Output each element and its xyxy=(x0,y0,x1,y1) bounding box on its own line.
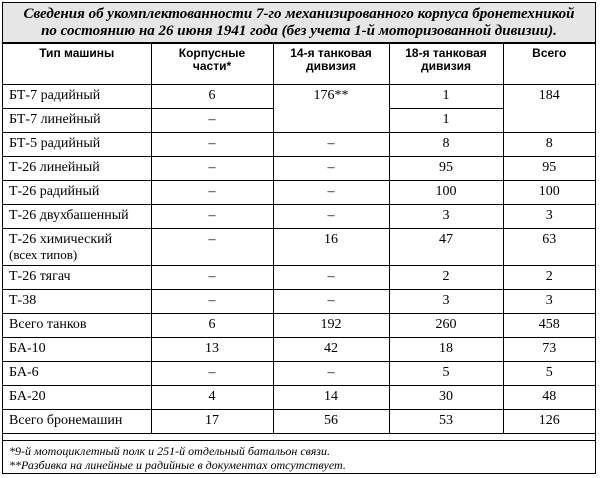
row-corps: – xyxy=(151,181,273,205)
row-div18: 47 xyxy=(389,229,503,266)
table-row xyxy=(3,229,595,266)
row-total: 73 xyxy=(503,338,595,362)
row-div18: 53 xyxy=(389,410,503,434)
footnote-1: *9-й мотоциклетный полк и 251-й отдельный батальон связи. xyxy=(9,444,330,458)
row-corps: – xyxy=(151,157,273,181)
row-name xyxy=(3,229,151,266)
row-div14: 42 xyxy=(273,338,389,362)
row-div14: 56 xyxy=(273,410,389,434)
table-row xyxy=(3,266,595,290)
row-div14: 14 xyxy=(273,386,389,410)
row-name: Т-26 линейный xyxy=(3,157,151,181)
table-row xyxy=(3,133,595,157)
table-row xyxy=(3,410,595,434)
row-div14: – xyxy=(273,266,389,290)
row-name: БТ-7 линейный xyxy=(3,109,151,133)
row-div14: 176** xyxy=(273,85,389,133)
header-div18: 18-я танковая дивизия xyxy=(389,44,503,85)
row-div14: – xyxy=(273,181,389,205)
header-div14: 14-я танковая дивизия xyxy=(273,44,389,85)
row-total: 100 xyxy=(503,181,595,205)
row-total: 8 xyxy=(503,133,595,157)
row-div14: – xyxy=(273,362,389,386)
row-name: Т-26 тягач xyxy=(3,266,151,290)
table-row xyxy=(3,181,595,205)
row-corps: – xyxy=(151,290,273,314)
row-total: 2 xyxy=(503,266,595,290)
row-div18: 260 xyxy=(389,314,503,338)
row-total: 126 xyxy=(503,410,595,434)
footnotes xyxy=(3,440,595,473)
row-name: Т-38 xyxy=(3,290,151,314)
title-line-2: по состоянию на 26 июня 1941 года (без учета 1-й моторизованной дивизии). xyxy=(41,23,557,39)
row-corps: – xyxy=(151,229,273,266)
row-name: Всего бронемашин xyxy=(3,410,151,434)
row-corps: 13 xyxy=(151,338,273,362)
row-corps: 17 xyxy=(151,410,273,434)
row-div18: 1 xyxy=(389,85,503,109)
footnote-2: **Разбивка на линейные и радийные в документах отсутствует. xyxy=(9,458,346,472)
row-name: БА-10 xyxy=(3,338,151,362)
row-div18: 2 xyxy=(389,266,503,290)
row-corps: – xyxy=(151,133,273,157)
row-corps: – xyxy=(151,362,273,386)
row-name: Всего танков xyxy=(3,314,151,338)
row-div18: 5 xyxy=(389,362,503,386)
row-div14: 192 xyxy=(273,314,389,338)
armor-table xyxy=(3,43,595,434)
row-total: 5 xyxy=(503,362,595,386)
row-name-line-1: Т-26 химический xyxy=(9,232,113,247)
row-div18: 18 xyxy=(389,338,503,362)
table-row xyxy=(3,290,595,314)
row-total: 3 xyxy=(503,205,595,229)
row-total: 48 xyxy=(503,386,595,410)
row-name: БА-6 xyxy=(3,362,151,386)
row-name-line-2: (всех типов) xyxy=(9,247,78,262)
row-div18: 100 xyxy=(389,181,503,205)
row-div14: – xyxy=(273,205,389,229)
title-line-1: Сведения об укомплектованности 7-го механизированного корпуса бронетехникой xyxy=(23,6,575,22)
row-total: 3 xyxy=(503,290,595,314)
row-corps: – xyxy=(151,109,273,133)
header-corps: Корпусные части* xyxy=(151,44,273,85)
row-div14: – xyxy=(273,157,389,181)
row-name: БТ-5 радийный xyxy=(3,133,151,157)
row-corps: – xyxy=(151,205,273,229)
table-row xyxy=(3,85,595,109)
row-div18: 3 xyxy=(389,290,503,314)
row-div14: – xyxy=(273,290,389,314)
row-corps: 6 xyxy=(151,85,273,109)
row-name: Т-26 радийный xyxy=(3,181,151,205)
row-total: 63 xyxy=(503,229,595,266)
table-row xyxy=(3,157,595,181)
row-corps: 6 xyxy=(151,314,273,338)
row-div18: 30 xyxy=(389,386,503,410)
header-total: Всего xyxy=(503,44,595,85)
header-type: Тип машины xyxy=(3,44,151,85)
row-div14: – xyxy=(273,133,389,157)
table-row xyxy=(3,362,595,386)
row-corps: 4 xyxy=(151,386,273,410)
table-row xyxy=(3,386,595,410)
row-total: 95 xyxy=(503,157,595,181)
table-row xyxy=(3,205,595,229)
table-row xyxy=(3,314,595,338)
table-row xyxy=(3,338,595,362)
row-div18: 1 xyxy=(389,109,503,133)
row-corps: – xyxy=(151,266,273,290)
row-total: 458 xyxy=(503,314,595,338)
row-div14: 16 xyxy=(273,229,389,266)
row-div18: 95 xyxy=(389,157,503,181)
row-total: 184 xyxy=(503,85,595,133)
row-name: БТ-7 радийный xyxy=(3,85,151,109)
table-title xyxy=(3,3,595,43)
row-div18: 3 xyxy=(389,205,503,229)
header-row xyxy=(3,44,595,85)
row-div18: 8 xyxy=(389,133,503,157)
row-name: БА-20 xyxy=(3,386,151,410)
row-name: Т-26 двухбашенный xyxy=(3,205,151,229)
document-frame xyxy=(2,2,596,474)
